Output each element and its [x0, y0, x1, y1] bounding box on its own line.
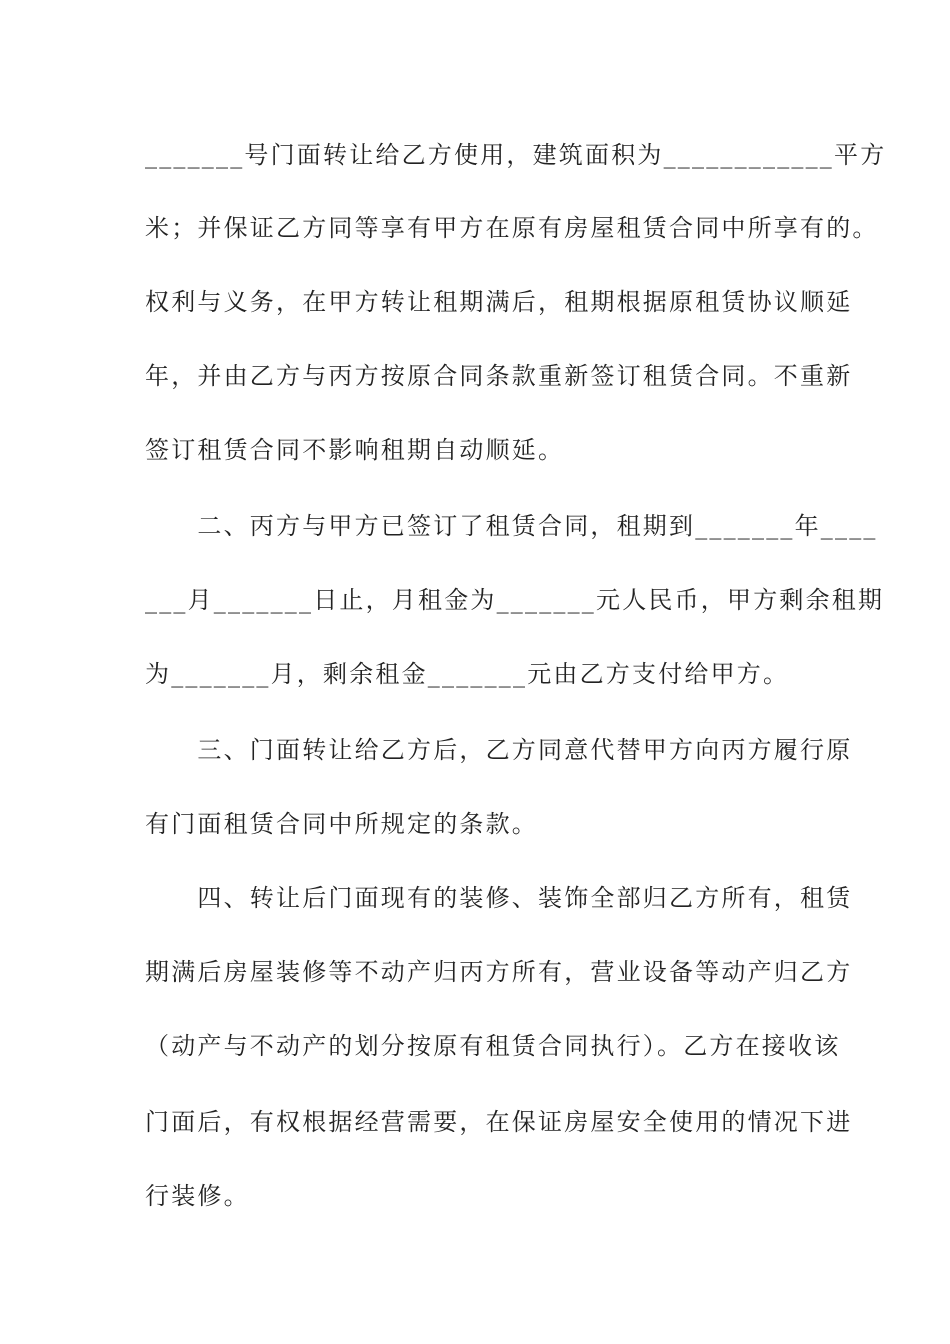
text-line: 签订租赁合同不影响租期自动顺延。	[145, 436, 565, 464]
text-line: 门面后，有权根据经营需要，在保证房屋安全使用的情况下进	[145, 1108, 853, 1136]
text-line: （动产与不动产的划分按原有租赁合同执行）。乙方在接收该	[145, 1032, 841, 1060]
text-line: 有门面租赁合同中所规定的条款。	[145, 810, 538, 838]
text-line: _______号门面转让给乙方使用，建筑面积为____________平方	[145, 141, 887, 169]
text-line: ___月_______日止，月租金为_______元人民币，甲方剩余租期	[145, 586, 885, 614]
text-line: 权利与义务，在甲方转让租期满后，租期根据原租赁协议顺延	[145, 288, 853, 316]
text-line: 为_______月，剩余租金_______元由乙方支付给甲方。	[145, 660, 790, 688]
text-line: 米；并保证乙方同等享有甲方在原有房屋租赁合同中所享有的。	[145, 214, 879, 242]
text-line: 期满后房屋装修等不动产归丙方所有，营业设备等动产归乙方	[145, 958, 853, 986]
text-line: 四、转让后门面现有的装修、装饰全部归乙方所有，租赁	[145, 884, 853, 912]
text-line: 二、丙方与甲方已签订了租赁合同，租期到_______年____	[145, 512, 878, 540]
text-line: 行装修。	[145, 1182, 250, 1210]
text-line: 三、门面转让给乙方后，乙方同意代替甲方向丙方履行原	[145, 736, 853, 764]
text-line: 年，并由乙方与丙方按原合同条款重新签订租赁合同。不重新	[145, 362, 853, 390]
